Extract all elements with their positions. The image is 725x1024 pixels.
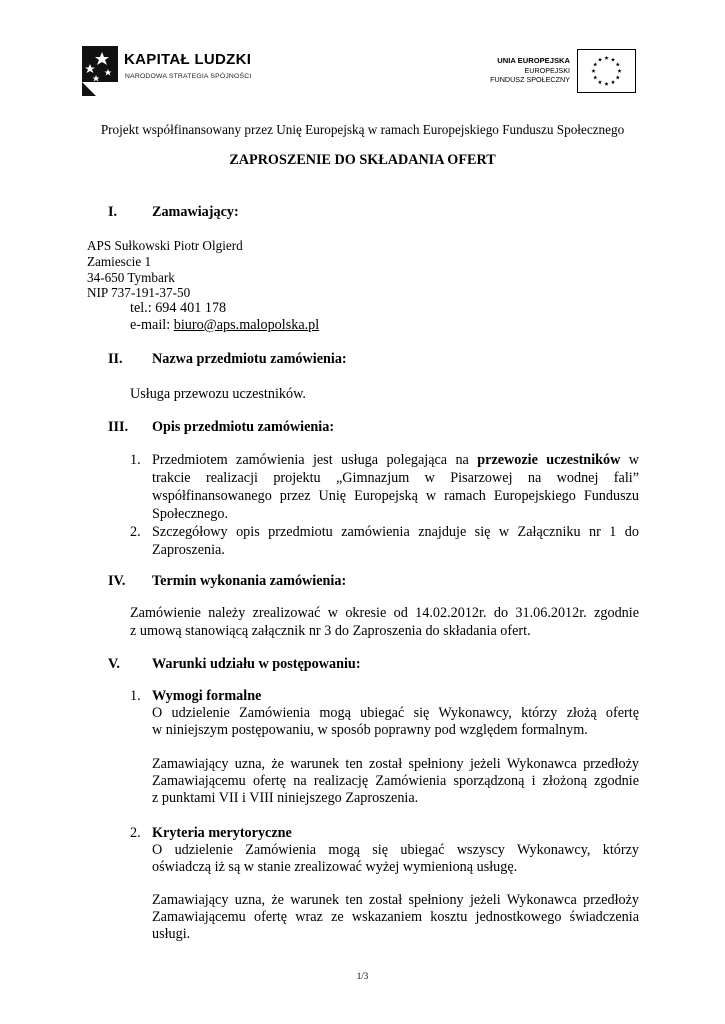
eu-line-3: FUNDUSZ SPOŁECZNY (490, 75, 570, 84)
section-3-item-1-number: 1. (130, 452, 141, 468)
section-5-item-1-p2-line-2: Zamawiającemu ofertę na realizację Zamówienia sporządzoną i złożoną zgodnie (152, 773, 639, 789)
section-5-number: V. (108, 656, 120, 672)
eu-logo-text (450, 56, 570, 85)
eu-line-2: EUROPEJSKI (524, 65, 570, 75)
document-title: ZAPROSZENIE DO SKŁADANIA OFERT (229, 152, 496, 168)
section-3-item-1-line-3: współfinansowanego przez Unię Europejską w ramach Europejskiego Funduszu (152, 488, 639, 504)
contractor-street: Zamiescie 1 (87, 254, 152, 269)
eu-flag-icon (577, 49, 636, 93)
section-2-number: II. (108, 351, 123, 367)
section-5-heading: Warunki udziału w postępowaniu: (152, 656, 361, 672)
section-3-item-1-line-1: Przedmiotem zamówienia jest usługa polegająca na przewozie uczestników w (152, 452, 639, 468)
kapital-ludzki-logo (78, 42, 124, 96)
eu-star-icon (604, 56, 608, 60)
section-5-item-1-title: Wymogi formalne (152, 688, 262, 704)
eu-star-icon (604, 82, 608, 86)
page-number: 1/3 (356, 971, 369, 981)
email-link[interactable]: biuro@aps.malopolska.pl (173, 317, 320, 333)
section-2-heading: Nazwa przedmiotu zamówienia: (152, 351, 347, 367)
section-5-item-2-p2-line-3: usługi. (152, 926, 191, 942)
section-2-text: Usługa przewozu uczestników. (130, 386, 306, 402)
eu-star-icon (598, 80, 602, 84)
section-5-item-2-p1-line-1: O udzielenie Zamówienia mogą się ubiegać wszyscy Wykonawcy, którzy (152, 842, 639, 858)
section-1-number: I. (108, 204, 118, 220)
project-funding-line: Projekt współfinansowany przez Unię Europejską w ramach Europejskiego Funduszu Społecznego (100, 122, 625, 137)
eu-star-icon (598, 58, 602, 62)
section-3-item-2-line-2: Zaproszenia. (152, 542, 225, 558)
eu-line-1: UNIA EUROPEJSKA (497, 56, 570, 65)
section-4-number: IV. (108, 573, 126, 589)
section-5-item-2-p2-line-2: Zamawiającemu ofertę wraz ze wskazaniem kosztu jednostkowego świadczenia (152, 909, 639, 925)
section-4-heading: Termin wykonania zamówienia: (152, 573, 347, 589)
section-5-item-1-p2-line-3: z punktami VII i VIII niniejszego Zaproszenia. (152, 790, 419, 806)
section-5-item-1-p1-line-2: w niniejszym postępowaniu, w sposób poprawny pod względem formalnym. (152, 722, 588, 738)
section-5-item-1-p2-line-1: Zamawiający uzna, że warunek ten został spełniony jeżeli Wykonawca przedłoży (152, 756, 639, 772)
contractor-phone: tel.: 694 401 178 (130, 300, 227, 316)
contractor-name: APS Sułkowski Piotr Olgierd (87, 238, 243, 253)
section-3-item-2-number: 2. (130, 524, 141, 540)
eu-star-icon (593, 75, 597, 79)
section-3-heading: Opis przedmiotu zamówienia: (152, 419, 335, 435)
eu-star-icon (616, 62, 620, 66)
section-5-item-2-number: 2. (130, 825, 141, 841)
section-3-item-1-line-4: Społecznego. (152, 506, 229, 522)
eu-star-icon (617, 69, 621, 73)
contractor-email-line (130, 316, 319, 335)
eu-star-icon (591, 69, 595, 73)
contractor-city: 34-650 Tymbark (87, 270, 175, 285)
section-4-line-2: z umową stanowiącą załącznik nr 3 do Zaproszenia do składania ofert. (130, 623, 531, 639)
section-5-item-1-p1-line-1: O udzielenie Zamówienia mogą ubiegać się Wykonawcy, którzy złożą ofertę (152, 705, 639, 721)
section-3-number: III. (108, 419, 129, 435)
section-4-line-1: Zamówienie należy zrealizować w okresie od 14.02.2012r. do 31.06.2012r. zgodnie (130, 605, 639, 621)
section-3-item-1-line-2: trakcie realizacji projektu „Gimnazjum w Pisarzowej na wodnej fali” (152, 470, 639, 486)
email-label: e-mail: (130, 317, 174, 333)
section-5-item-2-p1-line-2: oświadczą iż są w stanie zrealizować wyżej wymienioną usługę. (152, 859, 518, 875)
section-5-item-2-p2-line-1: Zamawiający uzna, że warunek ten został spełniony jeżeli Wykonawca przedłoży (152, 892, 639, 908)
section-3-item-2-line-1: Szczegółowy opis przedmiotu zamówienia znajduje się w Załączniku nr 1 do (152, 524, 639, 540)
kapital-ludzki-title: KAPITAŁ LUDZKI (124, 51, 252, 68)
kapital-ludzki-subtitle: NARODOWA STRATEGIA SPÓJNOŚCI (125, 73, 252, 80)
contractor-nip: NIP 737-191-37-50 (87, 285, 191, 300)
eu-star-icon (611, 80, 615, 84)
eu-star-icon (616, 75, 620, 79)
section-5-item-1-number: 1. (130, 688, 141, 704)
section-1-heading: Zamawiający: (152, 204, 239, 220)
eu-star-icon (611, 58, 615, 62)
eu-star-icon (593, 62, 597, 66)
section-5-item-2-title: Kryteria merytoryczne (152, 825, 292, 841)
